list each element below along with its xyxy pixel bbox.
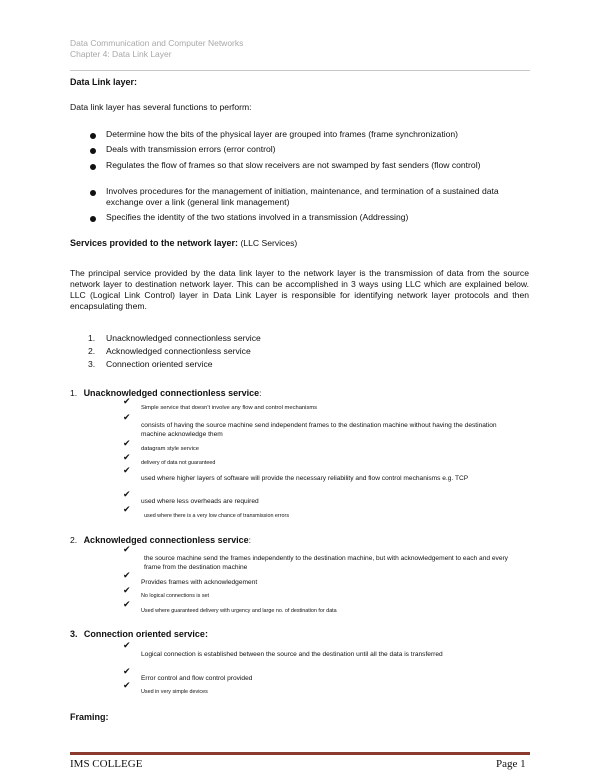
check-item: datagram style service [141,446,199,452]
bullet-icon [90,190,96,196]
service-title: Connection oriented service [83,629,205,639]
bullet-icon [90,133,96,139]
check-item: Error control and flow control provided [141,675,253,682]
section-intro: Data link layer has several functions to perform: [70,102,252,112]
checkmark-icon: ✔ [123,586,131,596]
check-item: used where there is a very low chance of transmission errors [144,513,290,519]
footer-divider [70,752,530,755]
check-item: consists of having the source machine send independent frames to the destination machine without having the destination machine acknowledge them [141,422,497,438]
service-number: 3. [70,629,78,639]
list-item: Specifies the identity of the two stations involved in a transmission (Addressing) [106,212,409,222]
list-number: 2. [88,346,96,356]
checkmark-icon: ✔ [123,600,131,610]
section-title-bold: Services provided to the network layer: [70,238,239,248]
section-paragraph: The principal service provided by the data link layer to the network layer is the transmission of data from the source network layer to destination network layer. This can be accomplished in 3 ways using LLC which are explained below. LLC (Logical Link Control) layer in Data Link Layer is responsible for identifying network layer protocols and then encapsulating them. [70,268,529,311]
service-title-colon: : [259,388,262,398]
list-item: Regulates the flow of frames so that slow receivers are not swamped by fast senders (flow control) [106,160,481,170]
list-item: Connection oriented service [106,359,213,369]
checkmark-icon: ✔ [123,490,131,500]
checkmark-icon: ✔ [123,505,131,515]
section-title-data-link-layer: Data Link layer: [70,77,138,87]
header-course-title: Data Communication and Computer Networks [70,38,244,48]
checkmark-icon: ✔ [123,641,131,651]
checkmark-icon: ✔ [123,397,131,407]
checkmark-icon: ✔ [123,545,131,555]
section-title-llc-services [70,238,297,249]
header-divider [70,70,530,71]
service-heading-1 [70,388,262,399]
service-number: 1. [70,388,78,398]
check-item: Used in very simple devices [141,689,208,695]
check-item: Logical connection is established between the source and the destination until all the data is transferred [141,651,443,658]
check-item: No logical connections is set [141,593,210,599]
list-number: 1. [88,333,96,343]
footer-page-number: Page 1 [496,758,526,770]
service-title-colon: : [248,535,252,545]
footer-college-name: IMS COLLEGE [70,758,143,770]
service-number: 2. [70,535,78,545]
checkmark-icon: ✔ [123,667,131,677]
check-item: Simple service that doesn't involve any flow and control mechanisms [141,405,318,411]
list-item: Unacknowledged connectionless service [106,333,261,343]
section-title-suffix: (LLC Services) [238,238,298,248]
check-item: the source machine send the frames independently to the destination machine, but with acknowledgement to each and every frame from the destination machine [144,555,508,571]
header-chapter-title: Chapter 4: Data Link Layer [70,49,172,59]
checkmark-icon: ✔ [123,466,131,476]
service-title-colon: : [204,629,208,639]
list-item: Acknowledged connectionless service [106,346,251,356]
list-item: Determine how the bits of the physical layer are grouped into frames (frame synchronization) [106,129,459,139]
checkmark-icon: ✔ [123,453,131,463]
checkmark-icon: ✔ [123,571,131,581]
bullet-icon [90,148,96,154]
list-number: 3. [88,359,96,369]
check-item: Provides frames with acknowledgement [141,579,258,586]
running-header [70,38,243,60]
check-item: used where less overheads are required [141,498,259,505]
bullet-icon [90,216,96,222]
checkmark-icon: ✔ [123,439,131,449]
check-item: used where higher layers of software will provide the necessary reliability and flow control mechanisms e.g. TCP [141,475,469,482]
check-item: Used where guaranteed delivery with urgency and large no. of destination for data [141,608,337,614]
list-item: Deals with transmission errors (error control) [106,144,276,154]
check-item: delivery of data not guaranteed [141,460,216,466]
service-title: Unacknowledged connectionless service [83,388,260,398]
section-title-framing: Framing: [70,712,109,722]
checkmark-icon: ✔ [123,681,131,691]
checkmark-icon: ✔ [123,413,131,423]
list-item: Involves procedures for the management of initiation, maintenance, and termination of a sustained data exchange over a link (general link management) [106,186,499,207]
service-title: Acknowledged connectionless service [83,535,249,545]
bullet-icon [90,164,96,170]
service-heading-3 [70,629,208,640]
service-heading-2 [70,535,251,546]
